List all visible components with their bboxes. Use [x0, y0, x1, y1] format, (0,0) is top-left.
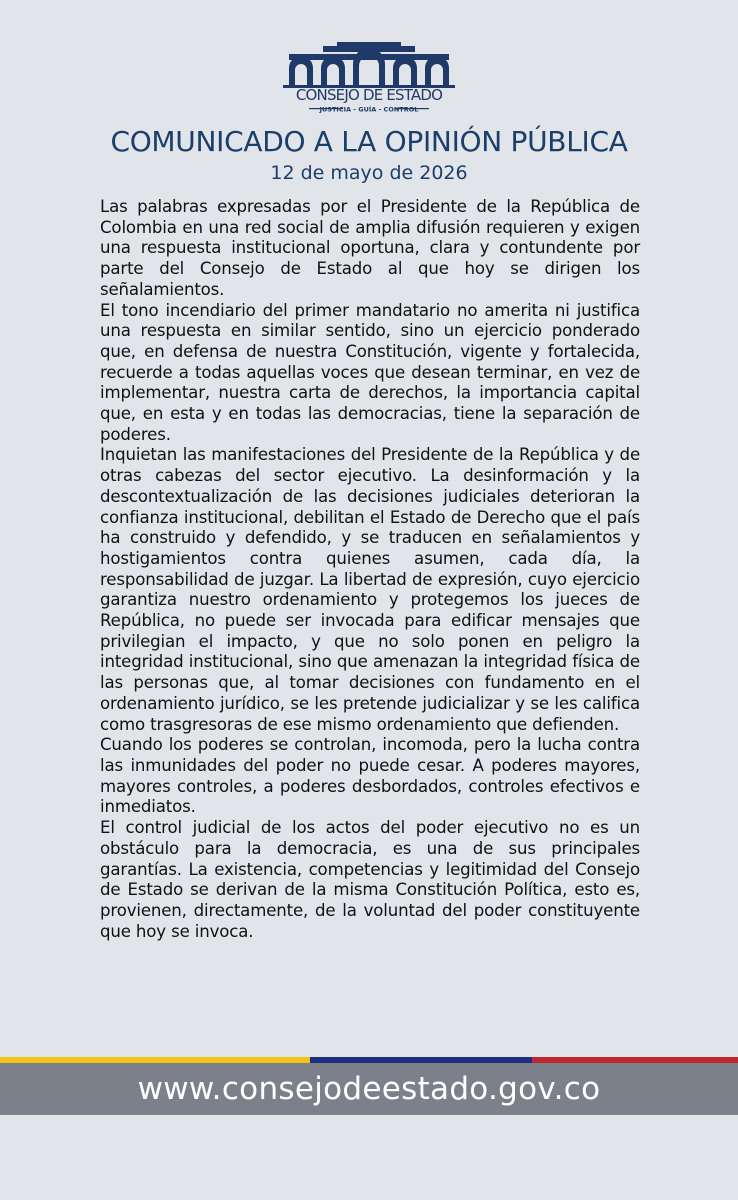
- paragraph: Las palabras expresadas por el Presidente de la República de Colombia en una red social de amplia difusión requieren y exigen una respuesta institucional oportuna, clara y contundente por parte del Consejo de Estado al que hoy se dirigen los señalamientos.: [100, 197, 640, 299]
- logo-name: CONSEJO DE ESTADO: [295, 86, 443, 104]
- paragraph: El tono incendiario del primer mandatario no amerita ni justifica una respuesta en similar sentido, sino un ejercicio ponderado que, en defensa de nuestra Constitución, vigente y fortalecida, recuerde a todas aquellas voces que desean terminar, en vez de implementar, nuestra carta de derechos, la importancia capital que, en esta y en todas las democracias, tiene la separación de poderes.: [100, 300, 640, 444]
- publication-date: 12 de mayo de 2026: [270, 162, 468, 184]
- website-url[interactable]: www.consejodeestado.gov.co: [137, 1071, 601, 1107]
- page-title: COMUNICADO A LA OPINIÓN PÚBLICA: [110, 125, 628, 158]
- paragraph: Inquietan las manifestaciones del Presidente de la República y de otras cabezas del sector ejecutivo. La desinformación y la descontextualización de las decisiones judiciales deterioran la confianza institucional, debilitan el Estado de Derecho que el país ha construido y defendido, y se traducen en señalamientos y hostigamientos contra quienes asumen, cada día, la responsabilidad de juzgar. La libertad de expresión, cuyo ejercicio garantiza nuestro ordenamiento y protegemos los jueces de República, no puede ser invocada para edificar mensajes que privilegian el impacto, y que no solo ponen en peligro la integridad institucional, sino que amenazan la integridad física de las personas que, al tomar decisiones con fundamento en el ordenamiento jurídico, se les pretende judicializar y se les califica como trasgresoras de ese mismo ordenamiento que defienden.: [100, 445, 640, 734]
- logo-tagline-text: JUSTICIA - GUÍA - CONTROL: [319, 105, 419, 114]
- logo-tagline: [269, 103, 469, 115]
- paragraph: Cuando los poderes se controlan, incomoda, pero la lucha contra las inmunidades del poder no puede cesar. A poderes mayores, mayores controles, a poderes desbordados, controles efectivos e inmediatos.: [100, 735, 640, 817]
- paragraph: El control judicial de los actos del poder ejecutivo no es un obstáculo para la democracia, es una de sus principales garantías. La existencia, competencias y legitimidad del Consejo de Estado se derivan de la misma Constitución Política, esto es, provienen, directamente, de la voluntad del poder constituyente que hoy se invoca.: [100, 818, 640, 941]
- statement-body: [100, 197, 640, 942]
